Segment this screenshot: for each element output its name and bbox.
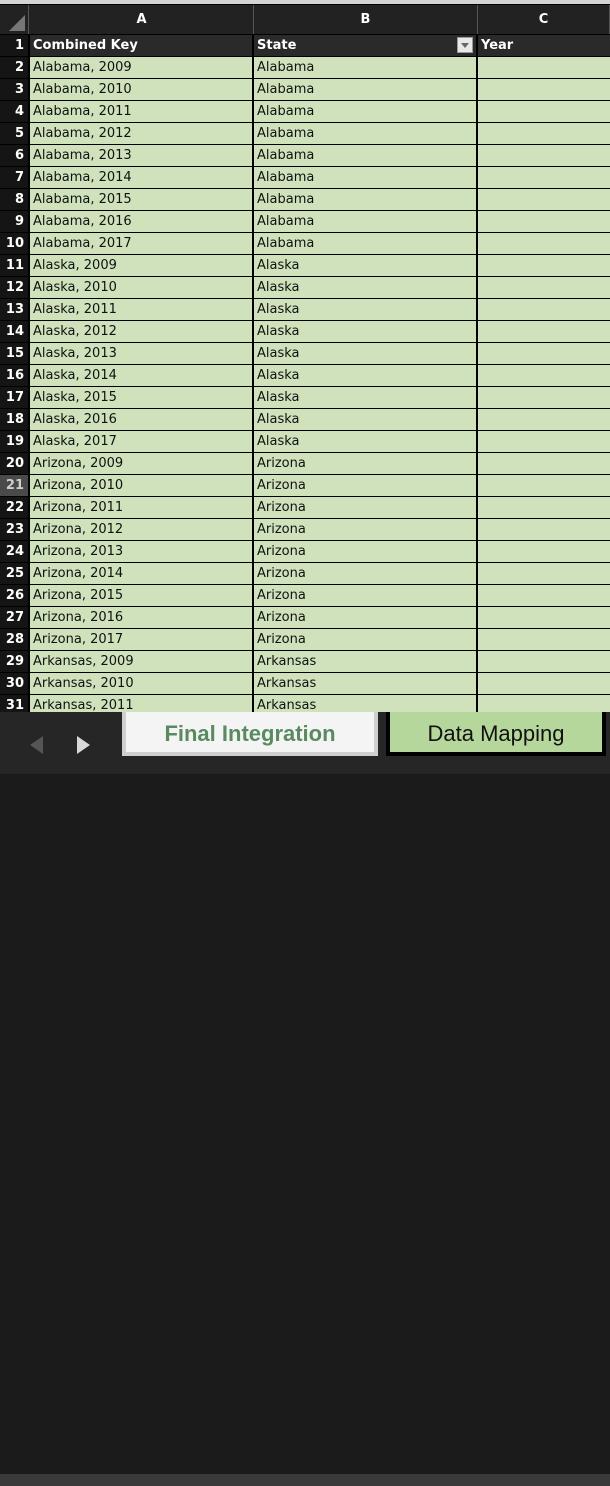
- row-number[interactable]: 18: [0, 409, 28, 430]
- spreadsheet-grid: [0, 0, 610, 712]
- table-row: [0, 255, 610, 276]
- cell-combined-key[interactable]: Alaska, 2012: [30, 321, 252, 342]
- cell-state[interactable]: Alabama: [254, 101, 476, 122]
- cell-state[interactable]: Alabama: [254, 123, 476, 144]
- cell-state[interactable]: Arizona: [254, 585, 476, 606]
- cell-state[interactable]: Alabama: [254, 211, 476, 232]
- cell-year[interactable]: [478, 431, 610, 452]
- row-number[interactable]: 12: [0, 277, 28, 298]
- table-row: [0, 409, 610, 430]
- cell-year[interactable]: [478, 585, 610, 606]
- cell-combined-key[interactable]: Alaska, 2009: [30, 255, 252, 276]
- cell-combined-key[interactable]: Alaska, 2010: [30, 277, 252, 298]
- row-number[interactable]: 4: [0, 101, 28, 122]
- table-row: [0, 101, 610, 122]
- cell-state[interactable]: Alabama: [254, 167, 476, 188]
- row-number[interactable]: 8: [0, 189, 28, 210]
- cell-year[interactable]: [478, 101, 610, 122]
- toolbar-edge: [0, 0, 610, 4]
- cell-year[interactable]: [478, 145, 610, 166]
- cell-combined-key[interactable]: Alaska, 2013: [30, 343, 252, 364]
- cell-year[interactable]: [478, 519, 610, 540]
- row-number[interactable]: 3: [0, 79, 28, 100]
- cell-year[interactable]: [478, 409, 610, 430]
- cell-state[interactable]: Alaska: [254, 255, 476, 276]
- row-number[interactable]: 22: [0, 497, 28, 518]
- cell-combined-key[interactable]: Alabama, 2015: [30, 189, 252, 210]
- row-number[interactable]: 14: [0, 321, 28, 342]
- cell-combined-key[interactable]: Alabama, 2016: [30, 211, 252, 232]
- row-number[interactable]: 26: [0, 585, 28, 606]
- table-row: [0, 673, 610, 694]
- table-row: [0, 233, 610, 254]
- row-number[interactable]: 5: [0, 123, 28, 144]
- header-row: [0, 35, 610, 56]
- table-row: [0, 189, 610, 210]
- cell-year[interactable]: [478, 629, 610, 650]
- status-strip: [0, 1474, 610, 1486]
- tab-data-mapping[interactable]: Data Mapping: [386, 712, 606, 756]
- cell-year[interactable]: [478, 211, 610, 232]
- cell-state[interactable]: Alaska: [254, 277, 476, 298]
- header-cell-combined-key[interactable]: Combined Key: [30, 35, 252, 56]
- cell-combined-key[interactable]: Arkansas, 2011: [30, 695, 252, 712]
- cell-year[interactable]: [478, 475, 610, 496]
- cell-combined-key[interactable]: Arizona, 2016: [30, 607, 252, 628]
- cell-combined-key[interactable]: Arizona, 2009: [30, 453, 252, 474]
- cell-year[interactable]: [478, 365, 610, 386]
- row-number[interactable]: 11: [0, 255, 28, 276]
- row-number[interactable]: 30: [0, 673, 28, 694]
- cell-year[interactable]: [478, 79, 610, 100]
- cell-combined-key[interactable]: Alabama, 2017: [30, 233, 252, 254]
- table-row: [0, 563, 610, 584]
- table-row: [0, 629, 610, 650]
- cell-year[interactable]: [478, 453, 610, 474]
- table-row: [0, 299, 610, 320]
- cell-combined-key[interactable]: Arizona, 2013: [30, 541, 252, 562]
- cell-year[interactable]: [478, 497, 610, 518]
- cell-year[interactable]: [478, 321, 610, 342]
- row-number[interactable]: 2: [0, 57, 28, 78]
- filter-dropdown-icon[interactable]: [457, 37, 473, 53]
- next-sheet-arrow-icon[interactable]: [77, 736, 90, 754]
- cell-year[interactable]: [478, 167, 610, 188]
- cell-year[interactable]: [478, 277, 610, 298]
- table-row: [0, 695, 610, 712]
- cell-state[interactable]: Arizona: [254, 629, 476, 650]
- cell-combined-key[interactable]: Alaska, 2014: [30, 365, 252, 386]
- column-header-b[interactable]: B: [254, 5, 478, 34]
- table-row: [0, 541, 610, 562]
- cell-state[interactable]: Arizona: [254, 475, 476, 496]
- cell-combined-key[interactable]: Arkansas, 2010: [30, 673, 252, 694]
- row-number[interactable]: 31: [0, 695, 28, 712]
- cell-state[interactable]: Alabama: [254, 57, 476, 78]
- row-number[interactable]: 7: [0, 167, 28, 188]
- cell-state[interactable]: Arizona: [254, 497, 476, 518]
- cell-year[interactable]: [478, 651, 610, 672]
- row-number[interactable]: 24: [0, 541, 28, 562]
- cell-state[interactable]: Arizona: [254, 607, 476, 628]
- cell-state[interactable]: Alabama: [254, 189, 476, 210]
- cell-state[interactable]: Arizona: [254, 519, 476, 540]
- table-row: [0, 57, 610, 78]
- row-number[interactable]: 17: [0, 387, 28, 408]
- table-row: [0, 607, 610, 628]
- table-row: [0, 277, 610, 298]
- sheet-tab-bar: [0, 712, 610, 774]
- header-cell-state-label: State: [257, 38, 297, 53]
- table-row: [0, 387, 610, 408]
- cell-year[interactable]: [478, 57, 610, 78]
- row-number[interactable]: 1: [0, 35, 28, 56]
- table-row: [0, 145, 610, 166]
- row-number[interactable]: 13: [0, 299, 28, 320]
- column-header-a[interactable]: A: [30, 5, 254, 34]
- cell-combined-key[interactable]: Alaska, 2016: [30, 409, 252, 430]
- cell-year[interactable]: [478, 387, 610, 408]
- table-row: [0, 343, 610, 364]
- cell-combined-key[interactable]: Arizona, 2015: [30, 585, 252, 606]
- cell-state[interactable]: Alaska: [254, 343, 476, 364]
- row-number[interactable]: 10: [0, 233, 28, 254]
- select-all-corner[interactable]: [0, 5, 29, 34]
- cell-state[interactable]: Alaska: [254, 365, 476, 386]
- cell-combined-key[interactable]: Arizona, 2012: [30, 519, 252, 540]
- cell-state[interactable]: Alaska: [254, 387, 476, 408]
- cell-combined-key[interactable]: Alabama, 2010: [30, 79, 252, 100]
- cell-year[interactable]: [478, 343, 610, 364]
- row-number[interactable]: 9: [0, 211, 28, 232]
- cell-year[interactable]: [478, 255, 610, 276]
- cell-state[interactable]: Arkansas: [254, 695, 476, 712]
- cell-year[interactable]: [478, 695, 610, 712]
- table-row: [0, 475, 610, 496]
- row-number[interactable]: 28: [0, 629, 28, 650]
- table-row: [0, 431, 610, 452]
- row-number[interactable]: 6: [0, 145, 28, 166]
- cell-combined-key[interactable]: Alaska, 2011: [30, 299, 252, 320]
- header-cell-state[interactable]: [254, 35, 476, 56]
- cell-combined-key[interactable]: Alabama, 2009: [30, 57, 252, 78]
- cell-state[interactable]: Alaska: [254, 321, 476, 342]
- cell-combined-key[interactable]: Arizona, 2011: [30, 497, 252, 518]
- cell-state[interactable]: Arizona: [254, 563, 476, 584]
- table-row: [0, 651, 610, 672]
- cell-state[interactable]: Arkansas: [254, 673, 476, 694]
- table-row: [0, 79, 610, 100]
- cell-year[interactable]: [478, 607, 610, 628]
- table-row: [0, 167, 610, 188]
- cell-state[interactable]: Alabama: [254, 233, 476, 254]
- table-row: [0, 585, 610, 606]
- table-row: [0, 123, 610, 144]
- cell-year[interactable]: [478, 673, 610, 694]
- table-row: [0, 211, 610, 232]
- cell-combined-key[interactable]: Alabama, 2012: [30, 123, 252, 144]
- row-number[interactable]: 23: [0, 519, 28, 540]
- table-row: [0, 365, 610, 386]
- row-number[interactable]: 16: [0, 365, 28, 386]
- header-cell-year[interactable]: Year: [478, 35, 610, 56]
- cell-state[interactable]: Arizona: [254, 541, 476, 562]
- row-number[interactable]: 21: [0, 475, 28, 496]
- cell-state[interactable]: Arkansas: [254, 651, 476, 672]
- cell-combined-key[interactable]: Alaska, 2015: [30, 387, 252, 408]
- table-row: [0, 497, 610, 518]
- select-all-triangle-icon[interactable]: [9, 15, 25, 31]
- cell-combined-key[interactable]: Arkansas, 2009: [30, 651, 252, 672]
- cell-state[interactable]: Alaska: [254, 431, 476, 452]
- cell-combined-key[interactable]: Alabama, 2011: [30, 101, 252, 122]
- cell-state[interactable]: Alabama: [254, 79, 476, 100]
- cell-year[interactable]: [478, 123, 610, 144]
- cell-combined-key[interactable]: Alabama, 2013: [30, 145, 252, 166]
- cell-year[interactable]: [478, 563, 610, 584]
- cell-year[interactable]: [478, 233, 610, 254]
- table-row: [0, 453, 610, 474]
- row-number[interactable]: 25: [0, 563, 28, 584]
- cell-combined-key[interactable]: Arizona, 2014: [30, 563, 252, 584]
- cell-combined-key[interactable]: Arizona, 2017: [30, 629, 252, 650]
- cell-state[interactable]: Alabama: [254, 145, 476, 166]
- cell-state[interactable]: Alaska: [254, 409, 476, 430]
- cell-year[interactable]: [478, 541, 610, 562]
- row-number[interactable]: 29: [0, 651, 28, 672]
- tab-final-integration[interactable]: Final Integration: [122, 712, 378, 756]
- cell-combined-key[interactable]: Alabama, 2014: [30, 167, 252, 188]
- row-number[interactable]: 27: [0, 607, 28, 628]
- cell-year[interactable]: [478, 299, 610, 320]
- cell-state[interactable]: Alaska: [254, 299, 476, 320]
- row-number[interactable]: 15: [0, 343, 28, 364]
- row-number[interactable]: 19: [0, 431, 28, 452]
- cell-year[interactable]: [478, 189, 610, 210]
- cell-combined-key[interactable]: Alaska, 2017: [30, 431, 252, 452]
- table-row: [0, 321, 610, 342]
- cell-state[interactable]: Arizona: [254, 453, 476, 474]
- column-header-c[interactable]: C: [478, 5, 610, 34]
- table-row: [0, 519, 610, 540]
- row-number[interactable]: 20: [0, 453, 28, 474]
- previous-sheet-arrow-icon[interactable]: [30, 736, 43, 754]
- cell-combined-key[interactable]: Arizona, 2010: [30, 475, 252, 496]
